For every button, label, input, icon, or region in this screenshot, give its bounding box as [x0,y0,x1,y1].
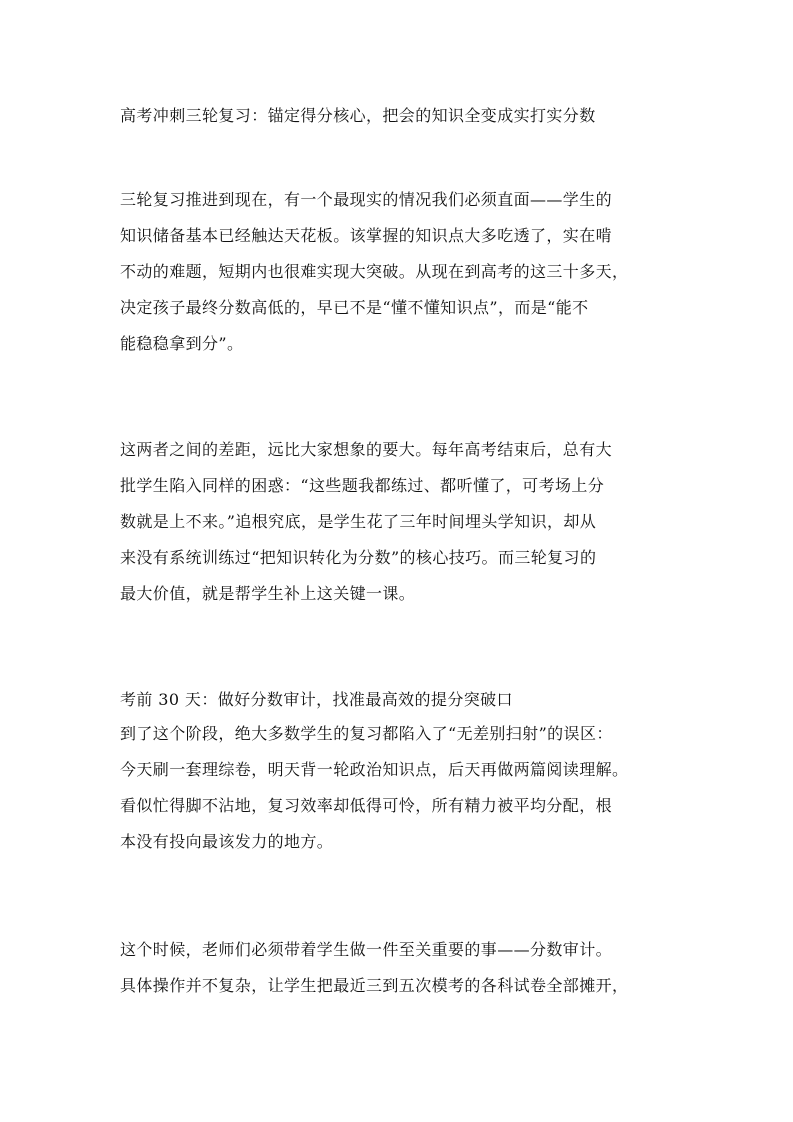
paragraph-3 [120,716,680,860]
paragraph-line: 到了这个阶段，绝大多数学生的复习都陷入了“无差别扫射”的误区： [120,724,613,743]
paragraph-line: 能稳稳拿到分”。 [120,334,244,353]
paragraph-line: 数就是上不来。”追根究底，是学生花了三年时间埋头学知识，却从 [120,512,597,531]
paragraph-4 [120,932,680,1004]
paragraph-line: 批学生陷入同样的困惑：“这些题我都练过、都听懂了，可考场上分 [120,476,605,495]
paragraph-line: 来没有系统训练过“把知识转化为分数”的核心技巧。而三轮复习的 [120,548,597,567]
paragraph-line: 具体操作并不复杂，让学生把最近三到五次模考的各科试卷全部摊开， [120,976,629,995]
paragraph-line: 决定孩子最终分数高低的，早已不是“懂不懂知识点”，而是“能不 [120,298,589,317]
paragraph-line: 本没有投向最该发力的地方。 [120,832,334,851]
paragraph-2 [120,432,680,612]
paragraph-line: 不动的难题，短期内也很难实现大突破。从现在到高考的这三十多天， [120,262,629,281]
section-heading [120,682,680,718]
section-heading-line: 考前 30 天：做好分数审计，找准最高效的提分突破口 [120,690,513,709]
paragraph-line: 看似忙得脚不沾地，复习效率却低得可怜，所有精力被平均分配，根 [120,796,613,815]
document-title [120,98,680,134]
paragraph-line: 三轮复习推进到现在，有一个最现实的情况我们必须直面——学生的 [120,190,613,209]
paragraph-line: 今天刷一套理综卷，明天背一轮政治知识点，后天再做两篇阅读理解。 [120,760,629,779]
title-line: 高考冲刺三轮复习：锚定得分核心，把会的知识全变成实打实分数 [120,106,596,125]
paragraph-line: 这个时候，老师们必须带着学生做一件至关重要的事——分数审计。 [120,940,613,959]
paragraph-1 [120,182,680,362]
paragraph-line: 这两者之间的差距，远比大家想象的要大。每年高考结束后，总有大 [120,440,613,459]
paragraph-line: 知识储备基本已经触达天花板。该掌握的知识点大多吃透了，实在啃 [120,226,613,245]
paragraph-line: 最大价值，就是帮学生补上这关键一课。 [120,584,416,603]
